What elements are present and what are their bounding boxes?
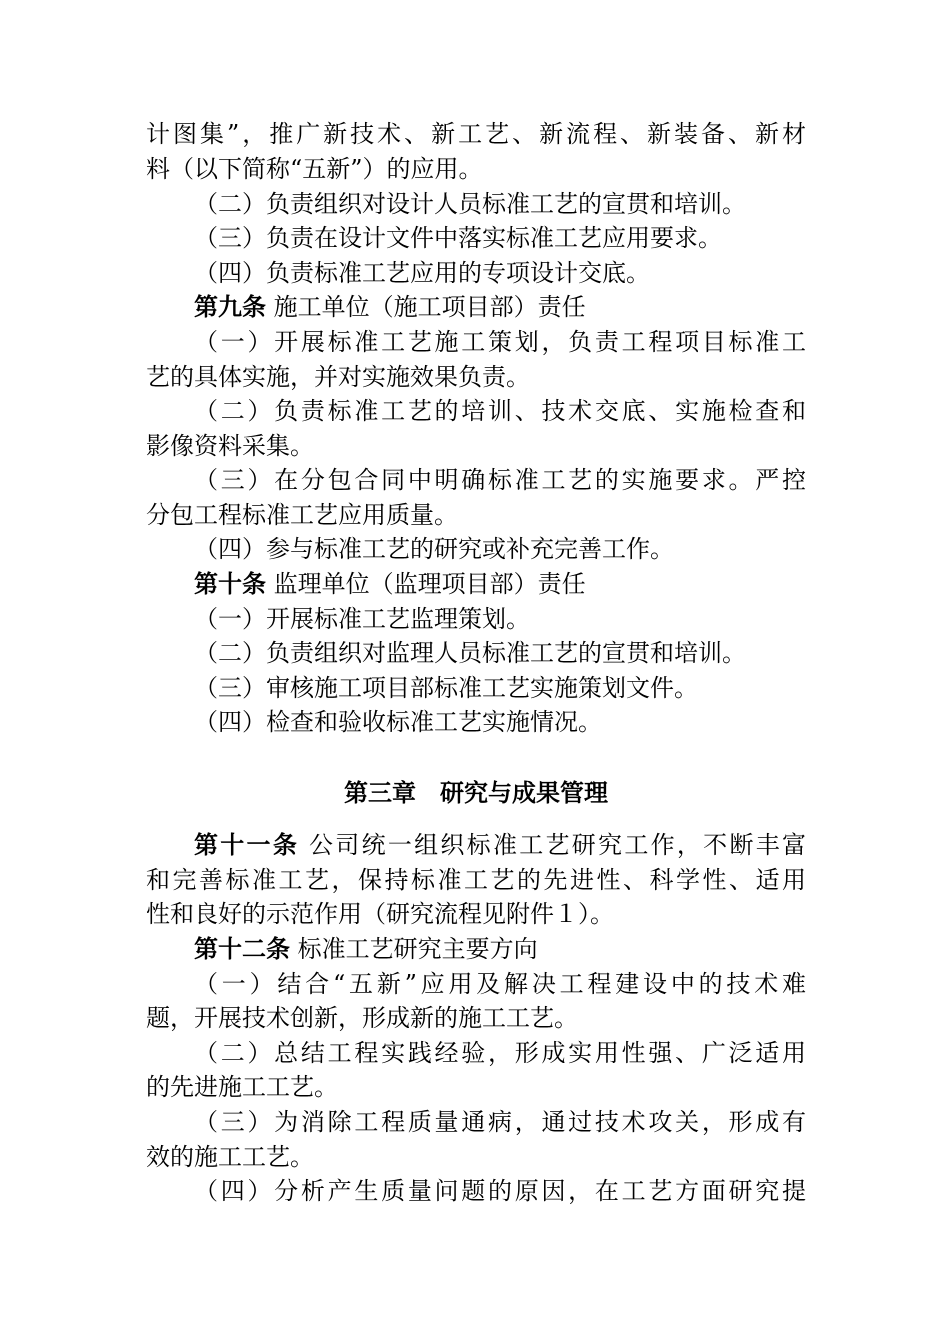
article-10-text: 监理单位（监理项目部）责任 — [273, 570, 586, 598]
paragraph-line: 性和良好的示范作用（研究流程见附件１）。 — [146, 900, 614, 928]
article-12-title: 第十二条 — [194, 935, 290, 963]
paragraph-line: （三）审核施工项目部标准工艺实施策划文件。 — [194, 674, 698, 702]
paragraph-line: （四）分析产生质量问题的原因，在工艺方面研究提 — [194, 1177, 806, 1205]
article-9-line — [194, 289, 806, 325]
paragraph-line: （二）负责标准工艺的培训、技术交底、实施检查和 — [194, 397, 806, 425]
paragraph-line: （一）结合“五新”应用及解决工程建设中的技术难 — [194, 970, 806, 998]
paragraph-line: 计图集”，推广新技术、新工艺、新流程、新装备、新材 — [146, 120, 806, 148]
paragraph-line: （四）负责标准工艺应用的专项设计交底。 — [194, 259, 650, 287]
paragraph-line: （四）参与标准工艺的研究或补充完善工作。 — [194, 535, 674, 563]
article-11-title: 第十一条 — [194, 831, 300, 859]
article-11-text: 公司统一组织标准工艺研究工作，不断丰富 — [309, 831, 806, 859]
paragraph-line: 料（以下简称“五新”）的应用。 — [146, 155, 483, 183]
article-12-text: 标准工艺研究主要方向 — [297, 935, 538, 963]
paragraph-line: 的先进施工工艺。 — [146, 1073, 338, 1101]
paragraph-line: 影像资料采集。 — [146, 432, 314, 460]
paragraph-line: （二）总结工程实践经验，形成实用性强、广泛适用 — [194, 1039, 806, 1067]
paragraph-line: （一）开展标准工艺施工策划，负责工程项目标准工 — [194, 328, 806, 356]
paragraph-line: （一）开展标准工艺监理策划。 — [194, 605, 530, 633]
paragraph-line: 效的施工工艺。 — [146, 1143, 314, 1171]
paragraph-line: 题，开展技术创新，形成新的施工工艺。 — [146, 1004, 578, 1032]
paragraph-line: （三）负责在设计文件中落实标准工艺应用要求。 — [194, 224, 722, 252]
article-10-line — [194, 566, 806, 602]
paragraph-line: （四）检查和验收标准工艺实施情况。 — [194, 708, 602, 736]
chapter-heading: 第三章 研究与成果管理 — [344, 779, 608, 807]
paragraph-line: （三）为消除工程质量通病，通过技术攻关，形成有 — [194, 1108, 806, 1136]
paragraph-line: （二）负责组织对监理人员标准工艺的宣贯和培训。 — [194, 639, 746, 667]
paragraph-line: （二）负责组织对设计人员标准工艺的宣贯和培训。 — [194, 190, 746, 218]
article-9-text: 施工单位（施工项目部）责任 — [273, 293, 586, 321]
article-11-line — [194, 827, 806, 863]
paragraph-line: 和完善标准工艺，保持标准工艺的先进性、科学性、适用 — [146, 866, 806, 894]
article-9-title: 第九条 — [194, 293, 266, 321]
paragraph-line: 分包工程标准工艺应用质量。 — [146, 501, 458, 529]
article-12-line — [194, 931, 806, 967]
article-10-title: 第十条 — [194, 570, 266, 598]
paragraph-line: 艺的具体实施，并对实施效果负责。 — [146, 363, 530, 391]
paragraph-line: （三）在分包合同中明确标准工艺的实施要求。严控 — [194, 466, 806, 494]
